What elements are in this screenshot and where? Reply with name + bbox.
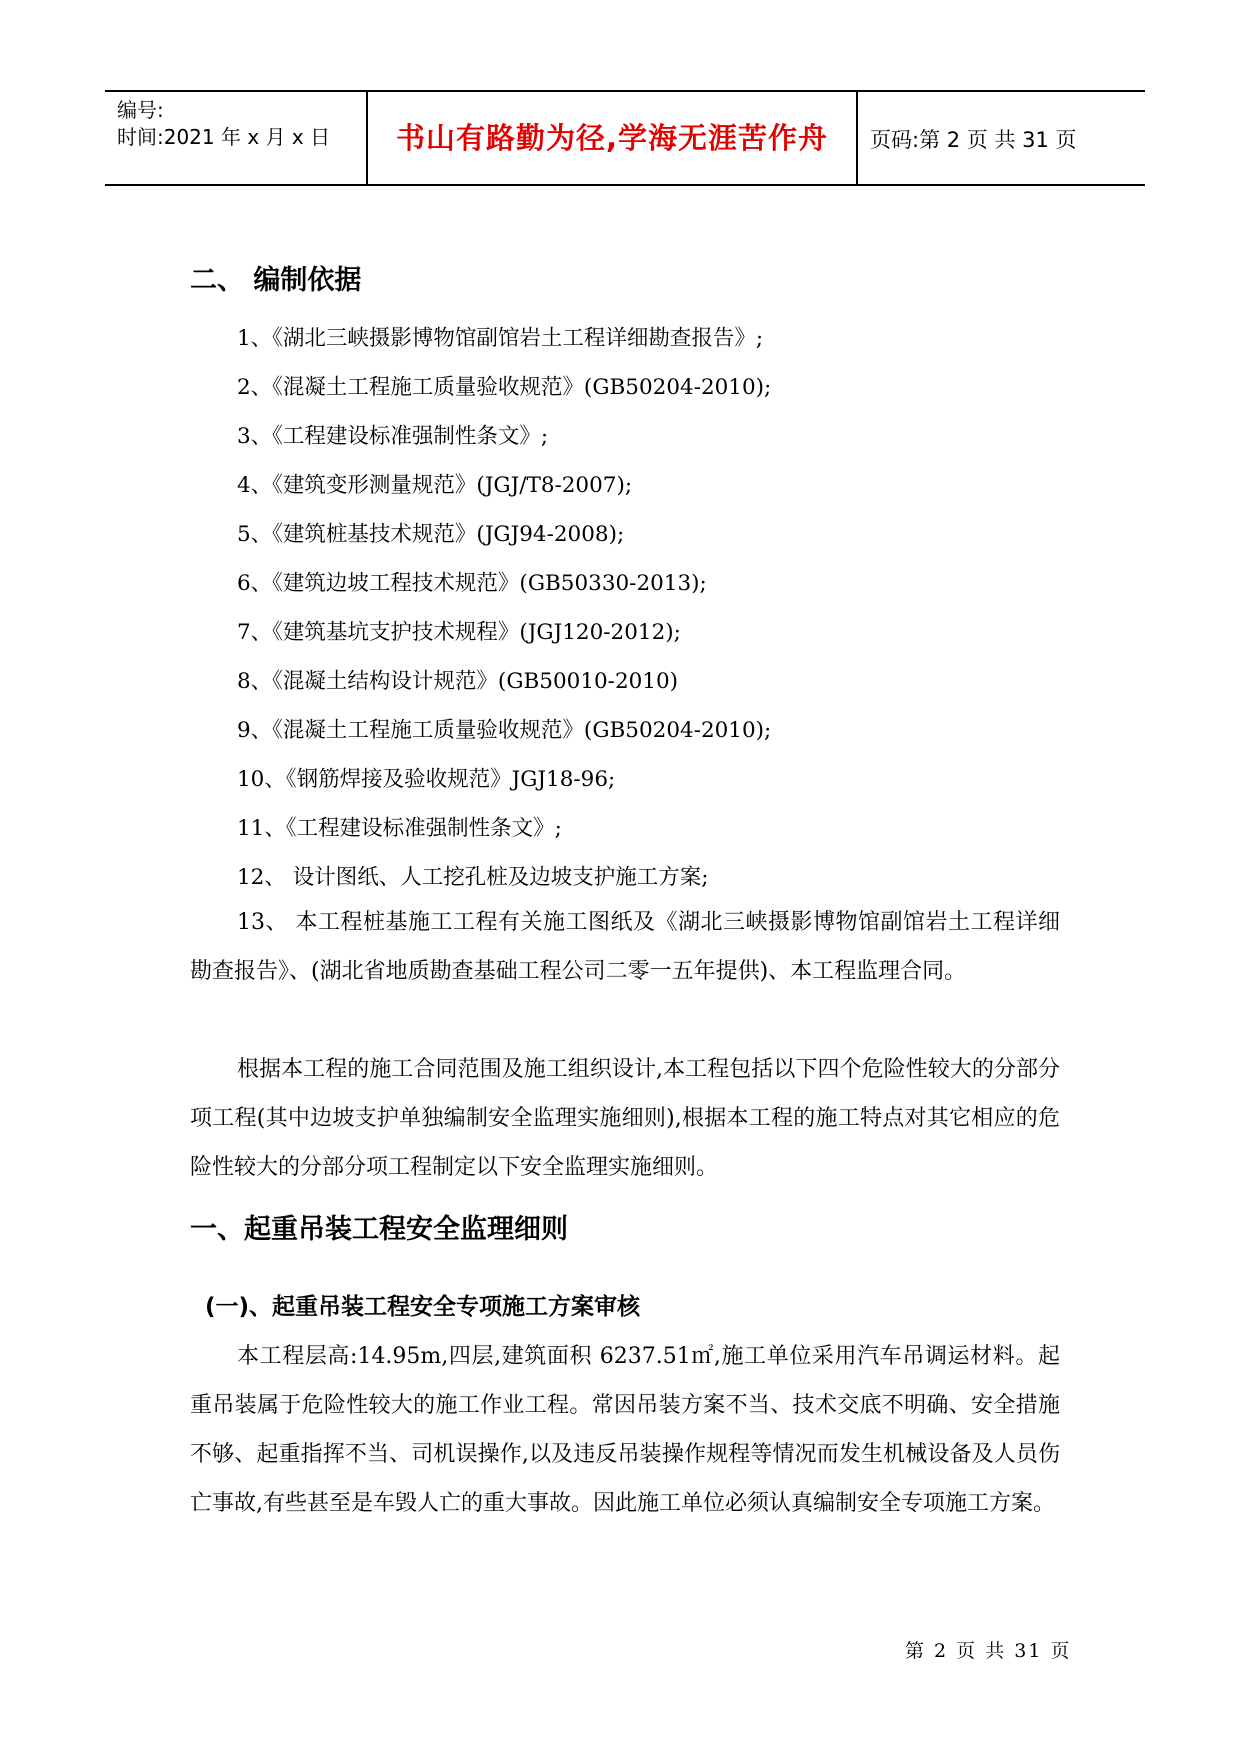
list-item: 3、《工程建设标准强制性条文》; <box>237 424 549 449</box>
header-meta <box>105 92 368 184</box>
lifting-paragraph: 本工程层高:14.95m,四层,建筑面积 6237.51㎡,施工单位采用汽车吊调运材料。起重吊装属于危险性较大的施工作业工程。常因吊装方案不当、技术交底不明确、安全措施不够、起重指挥不当、司机误操作,以及违反吊装操作规程等情况而发生机械设备及人员伤亡事故,有些甚至是车毁人亡的重大事故。因此施工单位必须认真编制安全专项施工方案。 <box>190 1344 1060 1516</box>
list-item-13: 13、 本工程桩基施工工程有关施工图纸及《湖北三峡摄影博物馆副馆岩土工程详细勘查报告》、(湖北省地质勘查基础工程公司二零一五年提供)、本工程监理合同。 <box>190 910 1060 984</box>
list-item: 12、 设计图纸、人工挖孔桩及边坡支护施工方案; <box>237 865 709 890</box>
header-motto-cell <box>368 92 858 184</box>
page-footer: 第 2 页 共 31 页 <box>905 1640 1072 1662</box>
section-title-basis: 二、 编制依据 <box>190 265 362 296</box>
header-page-number: 页码:第 2 页 共 31 页 <box>870 128 1077 152</box>
list-item: 2、《混凝土工程施工质量验收规范》(GB50204-2010); <box>237 375 772 400</box>
header-page-cell <box>858 92 1145 184</box>
page-header <box>105 90 1145 186</box>
header-motto: 书山有路勤为径,学海无涯苦作舟 <box>395 121 829 155</box>
document-number-label: 编号: <box>117 98 164 122</box>
subsection-title-lifting-review: (一)、起重吊装工程安全专项施工方案审核 <box>205 1294 641 1320</box>
list-item: 1、《湖北三峡摄影博物馆副馆岩土工程详细勘查报告》; <box>237 326 764 351</box>
list-item: 10、《钢筋焊接及验收规范》JGJ18-96; <box>237 767 616 792</box>
list-item: 8、《混凝土结构设计规范》(GB50010-2010) <box>237 669 679 694</box>
section-title-lifting: 一、起重吊装工程安全监理细则 <box>190 1214 568 1245</box>
list-item: 4、《建筑变形测量规范》(JGJ/T8-2007); <box>237 473 633 498</box>
list-item: 6、《建筑边坡工程技术规范》(GB50330-2013); <box>237 571 707 596</box>
document-time-label: 时间:2021 年 x 月 x 日 <box>117 125 331 149</box>
basis-paragraph: 根据本工程的施工合同范围及施工组织设计,本工程包括以下四个危险性较大的分部分项工程(其中边坡支护单独编制安全监理实施细则),根据本工程的施工特点对其它相应的危险性较大的分部分项工程制定以下安全监理实施细则。 <box>190 1057 1060 1180</box>
list-item: 9、《混凝土工程施工质量验收规范》(GB50204-2010); <box>237 718 772 743</box>
list-item: 7、《建筑基坑支护技术规程》(JGJ120-2012); <box>237 620 681 645</box>
list-item: 11、《工程建设标准强制性条文》; <box>237 816 562 841</box>
list-item: 5、《建筑桩基技术规范》(JGJ94-2008); <box>237 522 625 547</box>
